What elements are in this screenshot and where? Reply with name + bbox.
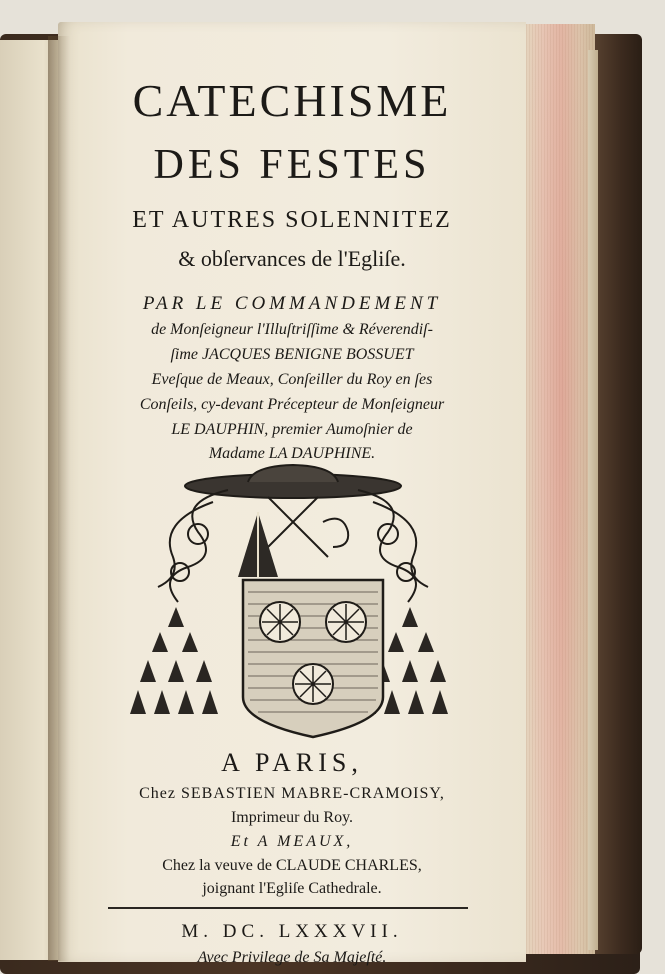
imprint-line-5: Chez la veuve de CLAUDE CHARLES, [162,857,422,874]
author-line-2: de Monſeigneur l'Illuſtriſſime & Réverendiſ- [151,321,433,338]
author-line-6: LE DAUPHIN, premier Aumoſnier de [171,421,413,438]
page-stack-edge [588,50,598,950]
title-line-2: DES FESTES [153,142,431,188]
book-cover-edge [592,34,642,954]
bishop-coat-of-arms-icon [118,462,468,752]
title-line-3: ET AUTRES SOLENNITEZ [132,207,452,233]
privilege-line: Avec Privilege de Sa Majeſté. [197,949,387,966]
publication-date: M. DC. LXXXVII. [181,921,403,942]
title-line-4: & obſervances de l'Egliſe. [178,246,406,271]
book-gutter [48,36,70,961]
author-line-1: PAR LE COMMANDEMENT [142,293,442,314]
title-page [58,22,526,966]
red-page-edges [520,24,595,954]
author-line-4: Eveſque de Meaux, Conſeiller du Roy en ſes [151,371,433,388]
author-line-7: Madame LA DAUPHINE. [208,445,376,462]
title-line-1: CATECHISME [132,75,452,126]
imprint-line-2: Chez SEBASTIEN MABRE-CRAMOISY, [139,785,445,802]
horizontal-rule [108,907,468,909]
imprint-line-3: Imprimeur du Roy. [230,809,354,826]
imprint-line-6: joignant l'Egliſe Cathedrale. [202,880,382,897]
author-line-5: Conſeils, cy-devant Précepteur de Monſeigneur [139,396,445,413]
author-line-3: ſime JACQUES BENIGNE BOSSUET [170,346,414,363]
imprint-line-1: A PARIS, [221,748,363,777]
imprint-line-4: Et A MEAUX, [230,833,354,850]
